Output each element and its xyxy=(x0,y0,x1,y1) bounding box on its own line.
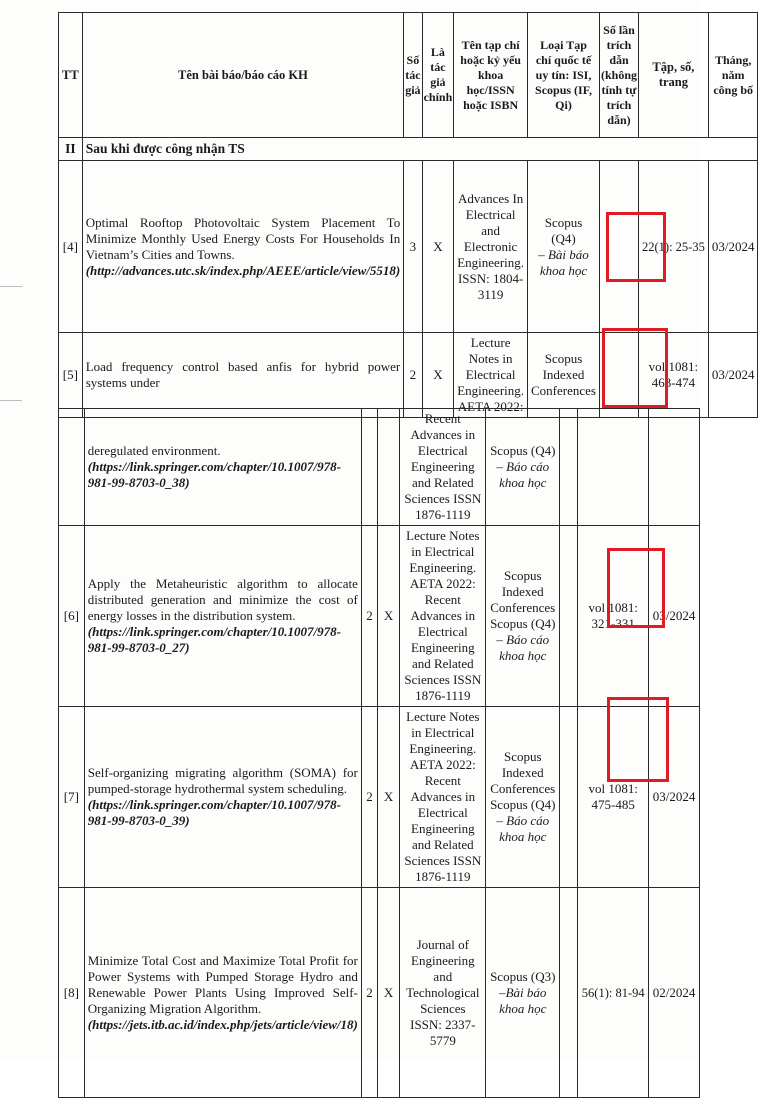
row-title xyxy=(84,526,361,707)
index-type: Scopus (Q3) xyxy=(490,968,556,984)
row-journal: Journal of Engineering and Technological Sciences ISSN: 2337-5779 xyxy=(400,888,486,1098)
header-volume: Tập, số, trang xyxy=(639,13,709,138)
row-date: 02/2024 xyxy=(649,888,700,1098)
scan-edge-mark xyxy=(0,286,22,287)
article-title: Apply the Metaheuristic algorithm to allocate distributed generation and minimize the cost of energy losses in the distribution system. xyxy=(87,576,358,623)
article-link[interactable]: (https://jets.itb.ac.id/index.php/jets/article/view/18) xyxy=(87,1016,358,1032)
date-highlight-box xyxy=(607,548,665,628)
index-type: Scopus (Q4) xyxy=(490,443,556,458)
row-num-authors: 2 xyxy=(361,526,377,707)
date-highlight-box xyxy=(602,328,668,408)
row-title xyxy=(84,888,361,1098)
article-title: Optimal Rooftop Photovoltaic System Placement To Minimize Monthly Used Energy Costs For Households In Vietnam’s Cities and Towns. xyxy=(85,214,401,262)
row-volume: 22(1): 25-35 xyxy=(639,161,709,333)
row-volume: vol 1081: 321-331 xyxy=(578,526,649,707)
row-journal: Advances In Electrical and Electronic Engineering. ISSN: 1804-3119 xyxy=(454,161,528,333)
row-num-authors: 2 xyxy=(361,707,377,888)
index-type: Scopus (Q4) xyxy=(544,214,583,246)
date-highlight-box xyxy=(607,697,669,782)
article-link[interactable]: (https://link.springer.com/chapter/10.1007/978-981-99-8703-0_27) xyxy=(87,624,341,655)
row-main-author: X xyxy=(378,526,400,707)
article-link[interactable]: (https://link.springer.com/chapter/10.1007/978-981-99-8703-0_39) xyxy=(87,797,341,828)
row-citations xyxy=(560,707,578,888)
row-tt: [7] xyxy=(59,707,85,888)
row-title xyxy=(84,707,361,888)
article-title: deregulated environment. xyxy=(87,443,221,458)
article-title: Load frequency control based anfis for hybrid power systems under xyxy=(85,359,401,390)
row-volume: vol 1081: 475-485 xyxy=(578,707,649,888)
header-num-authors: Số tác giả xyxy=(404,13,422,138)
row-main-author: X xyxy=(422,333,454,418)
row-volume: 56(1): 81-94 xyxy=(578,888,649,1098)
index-note: – Báo cáo khoa học xyxy=(496,813,550,844)
row-date: 03/2024 xyxy=(649,707,700,888)
row-num-authors: 2 xyxy=(404,333,422,418)
row-index-type xyxy=(486,526,560,707)
row-date: 03/2024 xyxy=(708,161,758,333)
table-header-row xyxy=(59,13,758,138)
index-note: – Bài báo khoa học xyxy=(538,246,589,278)
table-row xyxy=(59,888,700,1098)
header-index-type: Loại Tạp chí quốc tế uy tín: ISI, Scopus (IF, Qi) xyxy=(528,13,600,138)
row-index-type xyxy=(486,409,560,526)
row-title xyxy=(82,333,404,418)
row-index-type xyxy=(528,161,600,333)
row-journal: Recent Advances in Electrical Engineering and Related Sciences ISSN 1876-1119 xyxy=(400,409,486,526)
row-volume: vol 1081: 463-474 xyxy=(639,333,709,418)
publications-table-bottom xyxy=(58,408,700,1098)
row-index-type xyxy=(486,888,560,1098)
header-citations: Số lần trích dẫn (không tính tự trích dẫn) xyxy=(599,13,638,138)
article-link[interactable]: (https://link.springer.com/chapter/10.1007/978-981-99-8703-0_38) xyxy=(87,459,341,490)
date-highlight-box xyxy=(606,212,666,282)
row-tt: [4] xyxy=(59,161,83,333)
row-num-authors: 3 xyxy=(404,161,422,333)
article-link[interactable]: (http://advances.utc.sk/index.php/AEEE/article/view/5518) xyxy=(85,262,401,278)
row-journal: Lecture Notes in Electrical Engineering. AETA 2022: xyxy=(454,333,528,418)
row-journal: Lecture Notes in Electrical Engineering. AETA 2022: Recent Advances in Electrical Engineering and Related Sciences ISSN 1876-1119 xyxy=(400,526,486,707)
row-main-author: X xyxy=(378,707,400,888)
index-type: Scopus Indexed Conferences Scopus (Q4) xyxy=(490,749,556,812)
table-row xyxy=(59,707,700,888)
row-journal: Lecture Notes in Electrical Engineering. AETA 2022: Recent Advances in Electrical Engineering and Related Sciences ISSN 1876-1119 xyxy=(400,707,486,888)
row-tt: [6] xyxy=(59,526,85,707)
index-type: Scopus Indexed Conferences Scopus (Q4) xyxy=(490,568,556,631)
header-tt: TT xyxy=(59,13,83,138)
article-title: Self-organizing migrating algorithm (SOMA) for pumped-storage hydrothermal system scheduling. xyxy=(87,765,358,796)
row-tt: [5] xyxy=(59,333,83,418)
scan-edge-mark xyxy=(0,400,22,401)
header-journal: Tên tạp chí hoặc kỷ yếu khoa học/ISSN hoặc ISBN xyxy=(454,13,528,138)
row-num-authors: 2 xyxy=(361,888,377,1098)
header-date: Tháng, năm công bố xyxy=(708,13,758,138)
row-date: 03/2024 xyxy=(708,333,758,418)
row-citations xyxy=(560,888,578,1098)
row-title xyxy=(82,161,404,333)
section-label: Sau khi được công nhận TS xyxy=(82,138,758,161)
row-title xyxy=(84,409,361,526)
row-index-type: Scopus Indexed Conferences xyxy=(528,333,600,418)
section-number: II xyxy=(59,138,83,161)
section-row xyxy=(59,138,758,161)
index-note: – Báo cáo khoa học xyxy=(496,459,550,490)
article-title: Minimize Total Cost and Maximize Total Profit for Power Systems with Pumped Storage Hydro and Renewable Power Plants Using Improved Self-Organizing Migration Algorithm. xyxy=(87,952,358,1016)
header-title: Tên bài báo/báo cáo KH xyxy=(82,13,404,138)
row-tt: [8] xyxy=(59,888,85,1098)
table-row-continuation xyxy=(59,409,700,526)
row-date: 03/2024 xyxy=(649,526,700,707)
row-main-author: X xyxy=(422,161,454,333)
index-note: – Báo cáo khoa học xyxy=(496,632,550,663)
table-row xyxy=(59,526,700,707)
row-index-type xyxy=(486,707,560,888)
row-citations xyxy=(560,526,578,707)
index-note: –Bài báo khoa học xyxy=(499,984,547,1016)
row-main-author: X xyxy=(378,888,400,1098)
header-main-author: Là tác giả chính xyxy=(422,13,454,138)
